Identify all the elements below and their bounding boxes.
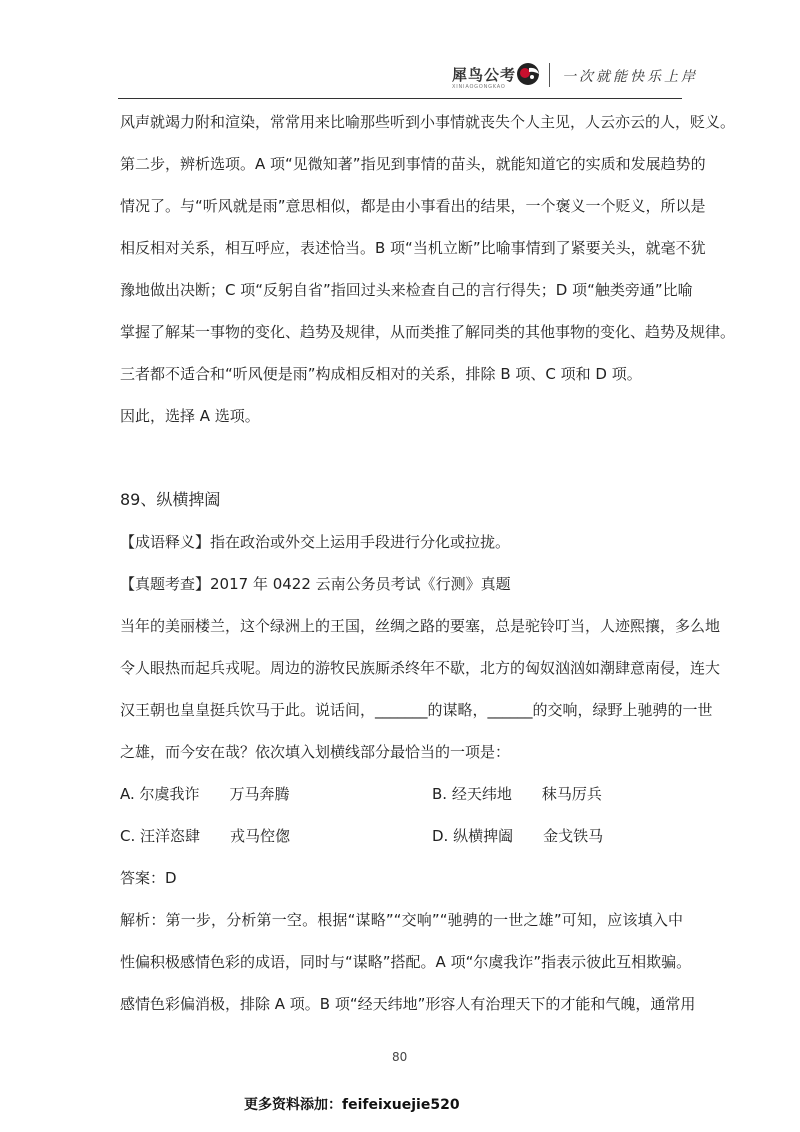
page-header — [0, 0, 800, 100]
brand-subtitle: XINIAOGONGKAO — [452, 84, 506, 90]
analysis-line: 解析：第一步，分析第一空。根据“谋略”“交响”“驰骋的一世之雄”可知，应该填入中 — [120, 911, 683, 929]
brand-name: 犀鸟公考 — [452, 66, 517, 84]
hornbill-logo-icon — [516, 62, 540, 86]
answer: 答案：D — [120, 869, 177, 887]
question-line: 汉王朝也皇皇挺兵饮马于此。说话间，_______的谋略，______的交响，绿野上驰骋的一世 — [120, 701, 713, 719]
idiom-meaning: 【成语释义】指在政治或外交上运用手段进行分化或拉拢。 — [120, 533, 511, 551]
body-line: 豫地做出决断；C 项“反躬自省”指回过头来检查自己的言行得失；D 项“触类旁通”比喻 — [120, 281, 693, 299]
body-line: 相反相对关系，相互呼应，表述恰当。B 项“当机立断”比喻事情到了紧要关头，就毫不犹 — [120, 239, 706, 257]
option-c: C. 汪洋恣肆 戎马倥偬 — [120, 827, 291, 845]
question-line: 当年的美丽楼兰，这个绿洲上的王国，丝绸之路的要塞，总是驼铃叮当，人迹熙攘，多么地 — [120, 617, 721, 635]
option-a: A. 尔虞我诈 万马奔腾 — [120, 785, 290, 803]
body-line: 第二步，辨析选项。A 项“见微知著”指见到事情的苗头，就能知道它的实质和发展趋势的 — [120, 155, 706, 173]
body-line: 因此，选择 A 选项。 — [120, 407, 260, 425]
page-number: 80 — [392, 1050, 408, 1064]
option-d: D. 纵横捭阖 金戈铁马 — [432, 827, 604, 845]
question-line: 之雄，而今安在哉？依次填入划横线部分最恰当的一项是： — [120, 743, 511, 761]
analysis-line: 感情色彩偏消极，排除 A 项。B 项“经天纬地”形容人有治理天下的才能和气魄，通常用 — [120, 995, 696, 1013]
header-rule — [118, 98, 682, 99]
header-divider — [549, 63, 550, 87]
brand-logo — [452, 60, 542, 92]
entry-heading: 89、纵横捭阖 — [120, 490, 221, 509]
body-line: 情况了。与“听风就是雨”意思相似，都是由小事看出的结果，一个褒义一个贬义，所以是 — [120, 197, 706, 215]
body-line: 三者都不适合和“听风便是雨”构成相反相对的关系，排除 B 项、C 项和 D 项。 — [120, 365, 642, 383]
question-line: 令人眼热而起兵戎呢。周边的游牧民族厮杀终年不歇，北方的匈奴汹汹如潮肆意南侵，连大 — [120, 659, 721, 677]
header-slogan: 一次就能快乐上岸 — [562, 69, 698, 85]
exam-source: 【真题考查】2017 年 0422 云南公务员考试《行测》真题 — [120, 575, 511, 593]
body-line: 风声就竭力附和渲染，常常用来比喻那些听到小事情就丧失个人主见，人云亦云的人，贬义。 — [120, 113, 736, 131]
footer-contact-note: 更多资料添加：feifeixuejie520 — [244, 1097, 460, 1113]
body-line: 掌握了解某一事物的变化、趋势及规律，从而类推了解同类的其他事物的变化、趋势及规律。 — [120, 323, 736, 341]
option-b: B. 经天纬地 秣马厉兵 — [432, 785, 602, 803]
analysis-line: 性偏积极感情色彩的成语，同时与“谋略”搭配。A 项“尔虞我诈”指表示彼此互相欺骗。 — [120, 953, 692, 971]
